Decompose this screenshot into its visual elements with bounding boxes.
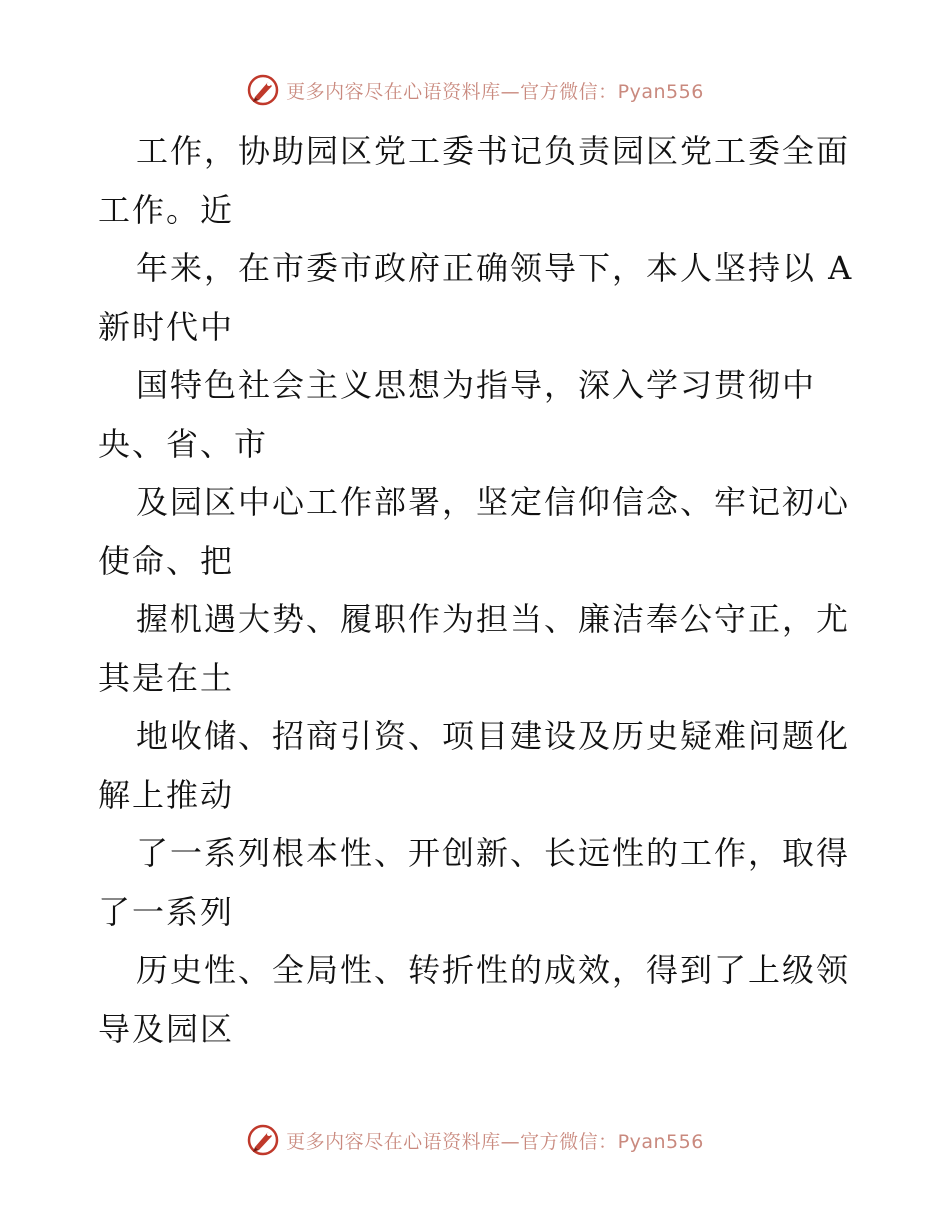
text-line: 了一系列根本性、开创新、长远性的工作，取得 xyxy=(136,834,851,872)
text-line: 导及园区 xyxy=(98,1009,235,1048)
footer-banner-text: 更多内容尽在心语资料库—官方微信：Pyan556 xyxy=(286,1130,704,1153)
text-line: 新时代中 xyxy=(98,307,235,346)
text-line: 了一系列 xyxy=(98,892,235,931)
text-line: 及园区中心工作部署，坚定信仰信念、牢记初心 xyxy=(136,483,851,521)
text-line: 解上推动 xyxy=(98,775,235,814)
header-banner xyxy=(0,70,950,110)
text-line: 工作。近 xyxy=(98,190,235,229)
text-line: 使命、把 xyxy=(98,541,235,580)
footer-banner xyxy=(0,1120,950,1160)
header-banner-text: 更多内容尽在心语资料库—官方微信：Pyan556 xyxy=(286,80,704,103)
text-line: 历史性、全局性、转折性的成效，得到了上级领 xyxy=(136,951,851,989)
text-line: 地收储、招商引资、项目建设及历史疑难问题化 xyxy=(136,717,851,755)
text-line: 央、省、市 xyxy=(98,424,269,463)
text-line: 年来，在市委市政府正确领导下，本人坚持以 A xyxy=(136,249,854,287)
text-line: 工作，协助园区党工委书记负责园区党工委全面 xyxy=(136,132,851,170)
pen-logo-icon xyxy=(246,1123,280,1157)
text-line: 其是在土 xyxy=(98,658,235,697)
document-body xyxy=(98,122,858,1058)
text-line: 握机遇大势、履职作为担当、廉洁奉公守正，尤 xyxy=(136,600,851,638)
pen-logo-icon xyxy=(246,73,280,107)
text-line: 国特色社会主义思想为指导，深入学习贯彻中 xyxy=(136,366,817,404)
